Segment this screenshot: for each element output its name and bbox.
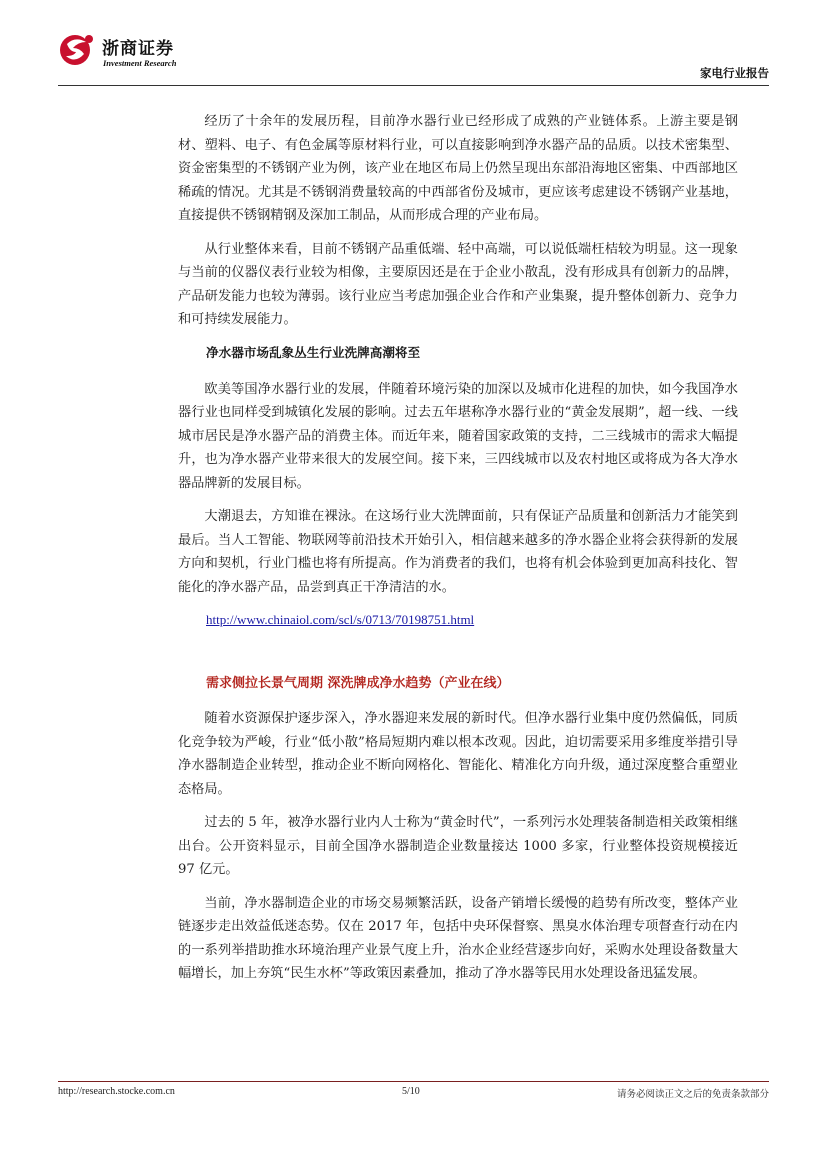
paragraph-golden-era: 过去的 5 年，被净水器行业内人士称为“黄金时代”，一系列污水处理装备制造相关政策相继出台。公开资料显示，目前全国净水器制造企业数量接达 1000 多家，行业整体投资规模接近 97 亿元。 xyxy=(178,815,738,877)
brand-name-cn: 浙商证券 xyxy=(102,39,174,59)
footer-disclaimer: 请务必阅读正文之后的免责条款部分 xyxy=(616,1089,769,1100)
page-number: 5/10 xyxy=(402,1086,420,1097)
source-link[interactable]: http://www.chinaiol.com/scl/s/0713/70198751.html xyxy=(206,612,475,627)
paragraph-market-development: 欧美等国净水器行业的发展，伴随着环境污染的加深以及城市化进程的加快，如今我国净水器行业也同样受到城镇化发展的影响。过去五年堪称净水器行业的“黄金发展期”，超一线、一线城市居民是净水器产品的消费主体。而近年来，随着国家政策的支持，二三线城市的需求大幅提升，也为净水器产业带来很大的发展空间。接下来，三四线城市以及农村地区或将成为各大净水器品牌新的发展目标。 xyxy=(178,381,738,491)
brand-name-en: Investment Research xyxy=(103,58,177,68)
header-divider xyxy=(58,85,769,86)
paragraph-current-market: 当前，净水器制造企业的市场交易频繁活跃，设备产销增长缓慢的趋势有所改变，整体产业链逐步走出效益低迷态势。仅在 2017 年，包括中央环保督察、黑臭水体治理专项督查行动在内的一系列举措助推水环境治理产业景气度上升，治水企业经营逐步向好，采购水处理设备数量大幅增长，加上夯筑“民生水杯”等政策因素叠加，推动了净水器等民用水处理设备迅猛发展。 xyxy=(178,895,738,981)
report-type-label: 家电行业报告 xyxy=(700,66,769,80)
paragraph-industry-reshuffle: 大潮退去，方知谁在裸泳。在这场行业大洗牌面前，只有保证产品质量和创新活力才能笑到最后。当人工智能、物联网等前沿技术开始引入，相信越来越多的净水器企业将会获得新的发展方向和契机，行业门槛也将有所提高。作为消费者的我们，也将有机会体验到更加高科技化、智能化的净水器产品，品尝到真正干净清洁的水。 xyxy=(178,509,738,595)
footer-divider xyxy=(58,1081,769,1082)
footer-url[interactable]: http://research.stocke.com.cn xyxy=(58,1086,175,1097)
article-body xyxy=(178,110,738,996)
paragraph-industry-chain: 经历了十余年的发展历程，目前净水器行业已经形成了成熟的产业链体系。上游主要是钢材、塑料、电子、有色金属等原材料行业，可以直接影响到净水器产品的品质。以技术密集型、资金密集型的不锈钢产业为例，该产业在地区布局上仍然呈现出东部沿海地区密集、中西部地区稀疏的情况。尤其是不锈钢消费量较高的中西部省份及城市，更应该考虑建设不锈钢产业基地，直接提供不锈钢精钢及深加工制品，从而形成合理的产业布局。 xyxy=(178,114,738,223)
paragraph-industry-overall: 从行业整体来看，目前不锈钢产品重低端、轻中高端，可以说低端枉桔较为明显。这一现象与当前的仪器仪表行业较为相像，主要原因还是在于企业小散乱，没有形成具有创新力的品牌，产品研发能力也较为薄弱。该行业应当考虑加强企业合作和产业集聚，提升整体创新力、竞争力和可持续发展能力。 xyxy=(178,241,738,327)
section-title-demand: 需求侧拉长景气周期 深洗牌成净水趋势（产业在线） xyxy=(206,676,510,691)
subheading-market-shuffle: 净水器市场乱象丛生行业洗牌高潮将至 xyxy=(206,344,421,360)
zheshang-logo-icon xyxy=(58,30,98,68)
paragraph-water-protection: 随着水资源保护逐步深入，净水器迎来发展的新时代。但净水器行业集中度仍然偏低，同质化竞争较为严峻，行业“低小散”格局短期内难以根本改观。因此，迫切需要采用多维度举措引导净水器制造企业转型，推动企业不断向网格化、智能化、精准化方向升级，通过深度整合重塑业态格局。 xyxy=(178,711,738,797)
page-header xyxy=(0,0,827,90)
